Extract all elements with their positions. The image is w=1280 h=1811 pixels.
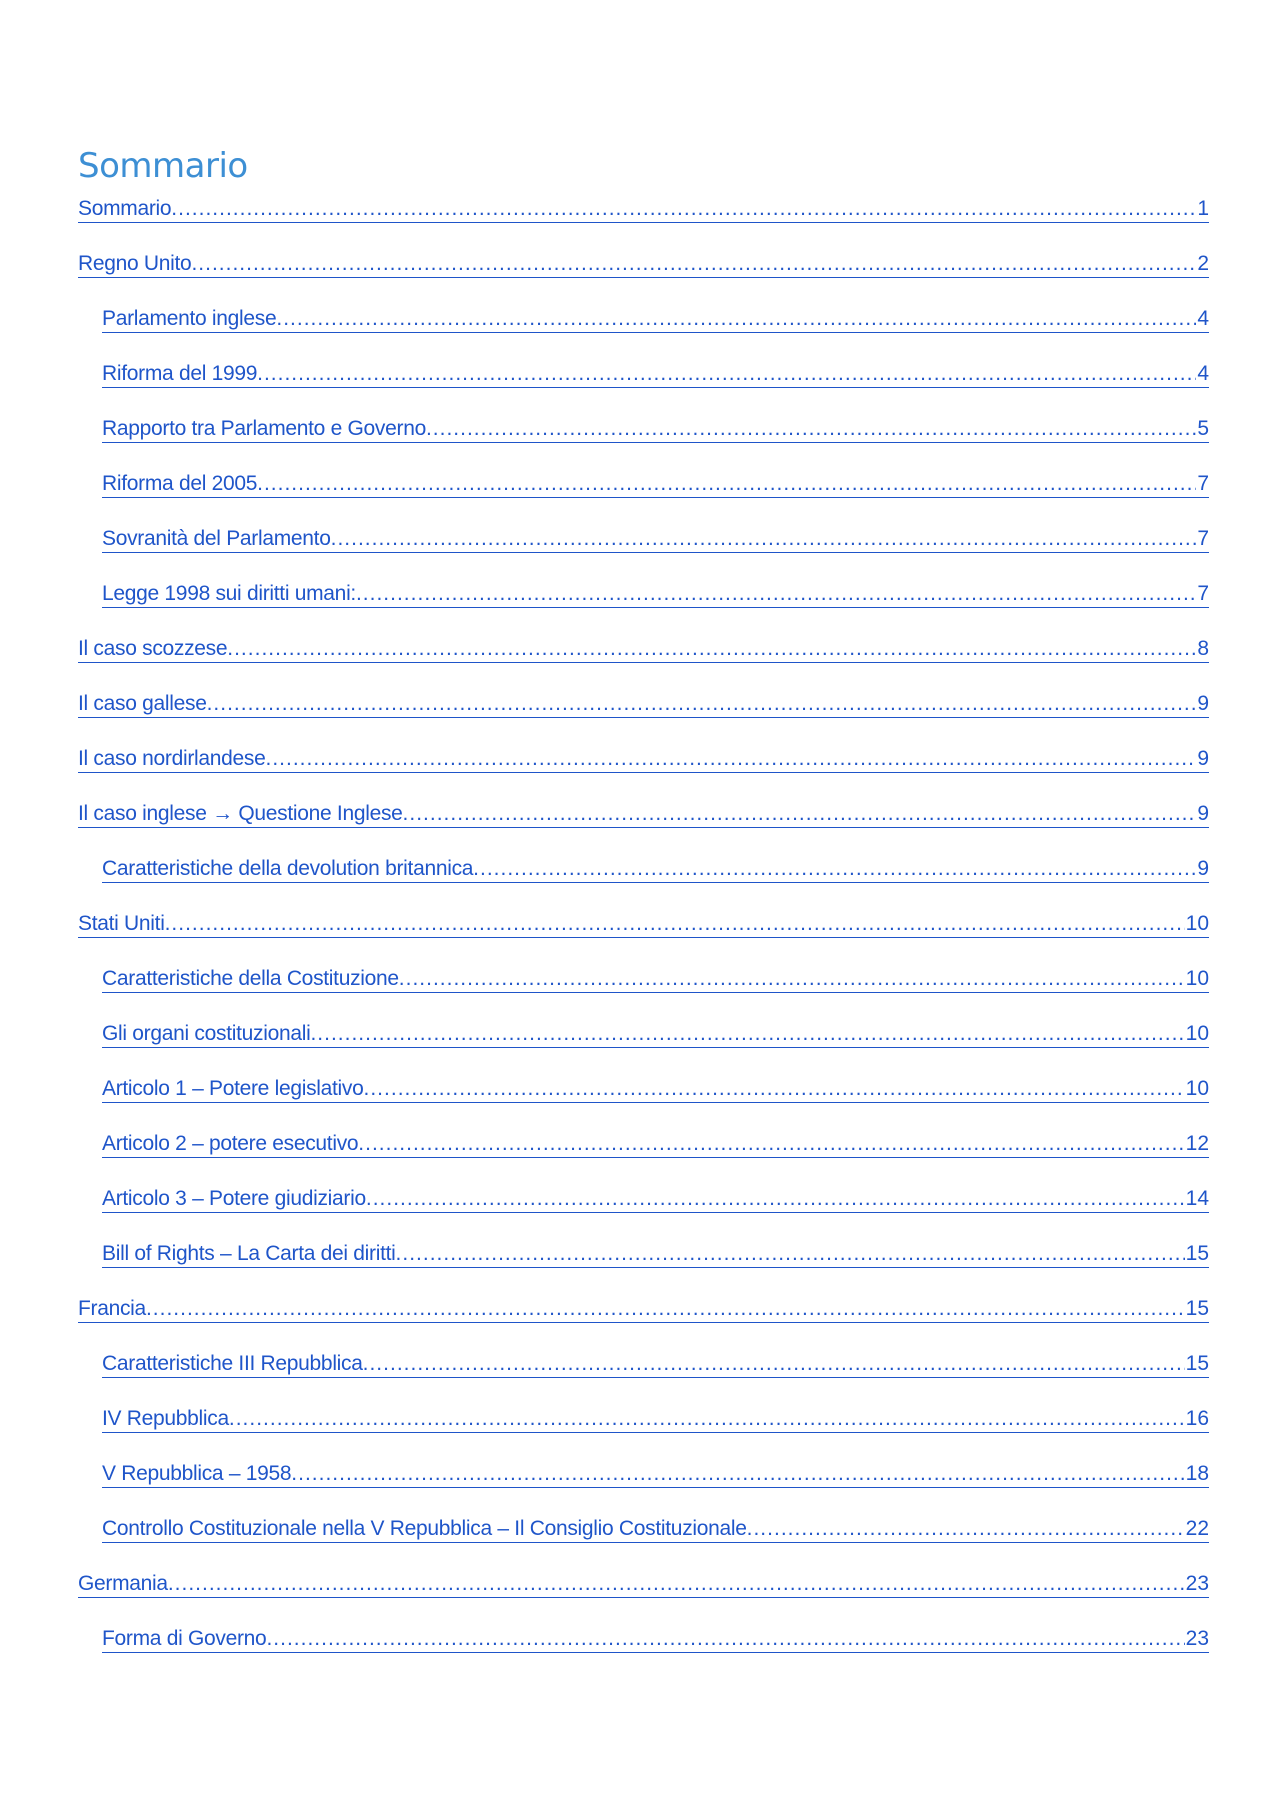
toc-entry-11 [78, 746, 1209, 801]
toc-page-number: 1 [1197, 197, 1209, 220]
toc-page-number: 9 [1197, 692, 1209, 715]
toc-link[interactable] [102, 856, 1209, 883]
toc-entry-text: IV Repubblica [102, 1407, 229, 1430]
toc-entry-text: Rapporto tra Parlamento e Governo [102, 417, 426, 440]
toc-link[interactable] [78, 636, 1209, 663]
toc-entry-2 [78, 251, 1209, 306]
toc-page-number: 9 [1197, 802, 1209, 825]
toc-dot-leader [473, 856, 1196, 882]
toc-entry-8 [78, 581, 1209, 636]
toc-dot-leader [364, 1076, 1185, 1102]
toc-dot-leader [291, 1461, 1184, 1487]
toc-dot-leader [165, 911, 1185, 937]
toc-entry-20 [78, 1241, 1209, 1296]
toc-dot-leader [426, 416, 1196, 442]
toc-dot-leader [747, 1516, 1185, 1542]
toc-page-number: 9 [1197, 747, 1209, 770]
toc-dot-leader [257, 471, 1196, 497]
toc-dot-leader [366, 1186, 1185, 1212]
toc-link[interactable] [78, 251, 1209, 278]
toc-link[interactable] [102, 1021, 1209, 1048]
toc-link[interactable] [78, 691, 1209, 718]
toc-entry-text: Bill of Rights – La Carta dei diritti [102, 1242, 396, 1265]
toc-page-number: 10 [1185, 967, 1209, 990]
toc-link[interactable] [78, 746, 1209, 773]
toc-entry-text: Sommario [78, 197, 172, 220]
toc-page-number: 5 [1197, 417, 1209, 440]
toc-entry-22 [78, 1351, 1209, 1406]
toc-page-number: 12 [1185, 1132, 1209, 1155]
toc-dot-leader [331, 526, 1197, 552]
toc-page-number: 15 [1185, 1242, 1209, 1265]
toc-entry-text: Il caso nordirlandese [78, 747, 266, 770]
toc-entry-text: V Repubblica – 1958 [102, 1462, 292, 1485]
toc-page-number: 18 [1185, 1462, 1209, 1485]
toc-entry-21 [78, 1296, 1209, 1351]
toc-entry-text: Riforma del 2005 [102, 472, 258, 495]
toc-entry-text: Germania [78, 1572, 168, 1595]
toc-entry-1 [78, 196, 1209, 251]
toc-dot-leader [356, 581, 1196, 607]
toc-link[interactable] [102, 1461, 1209, 1488]
toc-dot-leader [207, 691, 1197, 717]
toc-dot-leader [227, 636, 1196, 662]
toc-entry-text: Riforma del 1999 [102, 362, 258, 385]
toc-entry-text: Regno Unito [78, 252, 192, 275]
toc-link[interactable] [102, 966, 1209, 993]
toc-page-number: 10 [1185, 1022, 1209, 1045]
toc-entry-6 [78, 471, 1209, 526]
toc-dot-leader [146, 1296, 1185, 1322]
toc-entry-text: Il caso inglese → Questione Inglese [78, 802, 403, 825]
toc-page-number: 15 [1185, 1352, 1209, 1375]
toc-link[interactable] [102, 1626, 1209, 1653]
toc-entry-text: Articolo 1 – Potere legislativo [102, 1077, 364, 1100]
toc-dot-leader [363, 1351, 1185, 1377]
toc-link[interactable] [102, 416, 1209, 443]
toc-link[interactable] [78, 801, 1209, 828]
toc-entry-text: Caratteristiche della devolution britannica [102, 857, 474, 880]
toc-entry-text: Caratteristiche III Repubblica [102, 1352, 363, 1375]
toc-link[interactable] [102, 471, 1209, 498]
toc-entry-text: Forma di Governo [102, 1627, 267, 1650]
toc-entry-24 [78, 1461, 1209, 1516]
toc-page-number: 7 [1197, 472, 1209, 495]
toc-entry-4 [78, 361, 1209, 416]
toc-page-number: 4 [1197, 362, 1209, 385]
toc-entry-14 [78, 911, 1209, 966]
toc-link[interactable] [102, 1186, 1209, 1213]
toc-dot-leader [265, 746, 1196, 772]
toc-page-number: 15 [1185, 1297, 1209, 1320]
toc-page-number: 10 [1185, 912, 1209, 935]
toc-dot-leader [257, 361, 1196, 387]
toc-entry-text: Stati Uniti [78, 912, 165, 935]
toc-dot-leader [399, 966, 1185, 992]
toc-entry-5 [78, 416, 1209, 471]
toc-dot-leader [276, 306, 1196, 332]
toc-entry-text: Francia [78, 1297, 146, 1320]
toc-dot-leader [191, 251, 1196, 277]
toc-entry-26 [78, 1571, 1209, 1626]
toc-dot-leader [358, 1131, 1184, 1157]
toc-entry-3 [78, 306, 1209, 361]
toc-page-number: 23 [1185, 1572, 1209, 1595]
toc-dot-leader [171, 196, 1196, 222]
toc-entry-18 [78, 1131, 1209, 1186]
toc-entry-text: Il caso gallese [78, 692, 207, 715]
toc-dot-leader [229, 1406, 1185, 1432]
toc-entry-13 [78, 856, 1209, 911]
toc-page-number: 7 [1197, 582, 1209, 605]
toc-dot-leader [168, 1571, 1185, 1597]
toc-entry-text: Caratteristiche della Costituzione [102, 967, 399, 990]
toc-entry-19 [78, 1186, 1209, 1241]
toc-entry-7 [78, 526, 1209, 581]
toc-link[interactable] [102, 526, 1209, 553]
toc-entry-9 [78, 636, 1209, 691]
toc-dot-leader [403, 801, 1197, 827]
toc-link[interactable] [102, 361, 1209, 388]
toc-page-number: 10 [1185, 1077, 1209, 1100]
toc-entry-text: Il caso scozzese [78, 637, 228, 660]
toc-dot-leader [266, 1626, 1184, 1652]
toc-page-number: 8 [1197, 637, 1209, 660]
toc-entry-text: Gli organi costituzionali [102, 1022, 311, 1045]
toc-entry-text: Parlamento inglese [102, 307, 277, 330]
toc-dot-leader [396, 1241, 1185, 1267]
toc-page-number: 23 [1185, 1627, 1209, 1650]
toc-link[interactable] [102, 1516, 1209, 1543]
toc-list [78, 196, 1209, 1681]
toc-entry-25 [78, 1516, 1209, 1571]
toc-entry-text: Articolo 3 – Potere giudiziario [102, 1187, 366, 1210]
toc-link[interactable] [102, 1241, 1209, 1268]
toc-link[interactable] [102, 306, 1209, 333]
toc-link[interactable] [78, 911, 1209, 938]
toc-link[interactable] [102, 1076, 1209, 1103]
toc-page-number: 9 [1197, 857, 1209, 880]
toc-entry-12 [78, 801, 1209, 856]
toc-link[interactable] [102, 581, 1209, 608]
toc-link[interactable] [78, 1296, 1209, 1323]
toc-page-number: 7 [1197, 527, 1209, 550]
toc-entry-15 [78, 966, 1209, 1021]
toc-entry-23 [78, 1406, 1209, 1461]
toc-dot-leader [310, 1021, 1184, 1047]
toc-entry-text: Articolo 2 – potere esecutivo [102, 1132, 359, 1155]
toc-title: Sommario [78, 146, 248, 186]
toc-entry-27 [78, 1626, 1209, 1681]
toc-page-number: 16 [1185, 1407, 1209, 1430]
toc-entry-text: Controllo Costituzionale nella V Repubblica – Il Consiglio Costituzionale [102, 1517, 747, 1540]
toc-link[interactable] [102, 1406, 1209, 1433]
toc-entry-17 [78, 1076, 1209, 1131]
toc-page-number: 22 [1185, 1517, 1209, 1540]
toc-page-number: 14 [1185, 1187, 1209, 1210]
toc-link[interactable] [78, 196, 1209, 223]
toc-link[interactable] [102, 1131, 1209, 1158]
toc-entry-text: Sovranità del Parlamento [102, 527, 331, 550]
toc-link[interactable] [78, 1571, 1209, 1598]
toc-page-number: 2 [1197, 252, 1209, 275]
toc-page-number: 4 [1197, 307, 1209, 330]
toc-entry-16 [78, 1021, 1209, 1076]
toc-entry-text: Legge 1998 sui diritti umani: [102, 582, 356, 605]
toc-entry-10 [78, 691, 1209, 746]
toc-link[interactable] [102, 1351, 1209, 1378]
